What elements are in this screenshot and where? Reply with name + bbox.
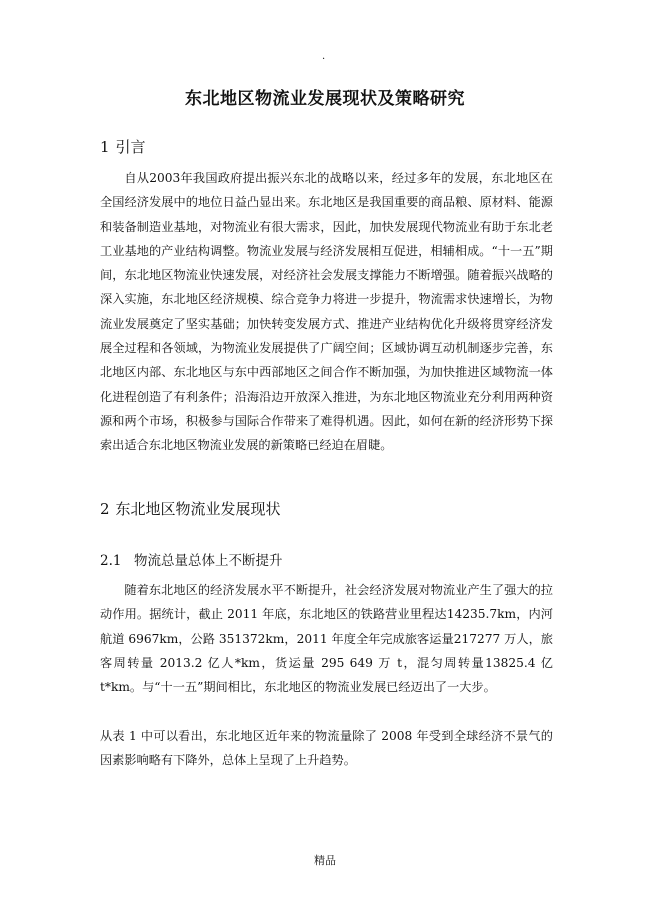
section-title: 东北地区物流业发展现状 (115, 500, 281, 518)
page-footer: 精品 (314, 854, 336, 867)
section-number: 2 (100, 500, 110, 518)
paragraph-table-reference: 从表 1 中可以看出，东北地区近年来的物流量除了 2008 年受到全球经济不景气的因素影响略有下降外，总体上呈现了上升趋势。 (100, 729, 553, 768)
section-title: 引言 (115, 138, 146, 156)
section-heading-status (100, 498, 281, 519)
paragraph-logistics-volume: 随着东北地区的经济发展水平不断提升，社会经济发展对物流业产生了强大的拉动作用。据统计，截止 2011 年底，东北地区的铁路营业里程达14235.7km，内河航道 6967km，公路 351372km，2011 年度全年完成旅客运量217277 万人，旅客周转量 2013.2 亿人*km，货运量 295 649 万 t，混匀周转量13825.4 亿 t*km。与“十一五”期间相比，东北地区的物流业发展已经迈出了一大步。 (100, 583, 553, 695)
section-heading-introduction (100, 136, 146, 157)
paragraph-introduction: 自从2003年我国政府提出振兴东北的战略以来，经过多年的发展，东北地区在全国经济发展中的地位日益凸显出来。东北地区是我国重要的商品粮、原材料、能源和装备制造业基地，对物流业有很大需求，因此，加快发展现代物流业有助于东北老工业基地的产业结构调整。物流业发展与经济发展相互促进，相辅相成。“十一五”期间，东北地区物流业快速发展，对经济社会发展支撑能力不断增强。随着振兴战略的深入实施，东北地区经济规模、综合竞争力将进一步提升，物流需求快速增长，为物流业发展奠定了坚实基础；加快转变发展方式、推进产业结构优化升级将贯穿经济发展全过程和各领域，为物流业发展提供了广阔空间；区域协调互动机制逐步完善，东北地区内部、东北地区与东中西部地区之间合作不断加强，为加快推进区域物流一体化进程创造了有利条件；沿海沿边开放深入推进，为东北地区物流业充分利用两种资源和两个市场，积极参与国际合作带来了难得机遇。因此，如何在新的经济形势下探索出适合东北地区物流业发展的新策略已经迫在眉睫。 (100, 171, 553, 453)
subsection-title: 物流总量总体上不断提升 (134, 553, 283, 569)
subsection-heading-logistics-volume (100, 549, 283, 569)
section-number: 1 (100, 138, 110, 156)
subsection-number: 2.1 (100, 553, 122, 569)
header-mark: . (322, 51, 326, 62)
page-title: 东北地区物流业发展现状及策略研究 (185, 89, 465, 109)
